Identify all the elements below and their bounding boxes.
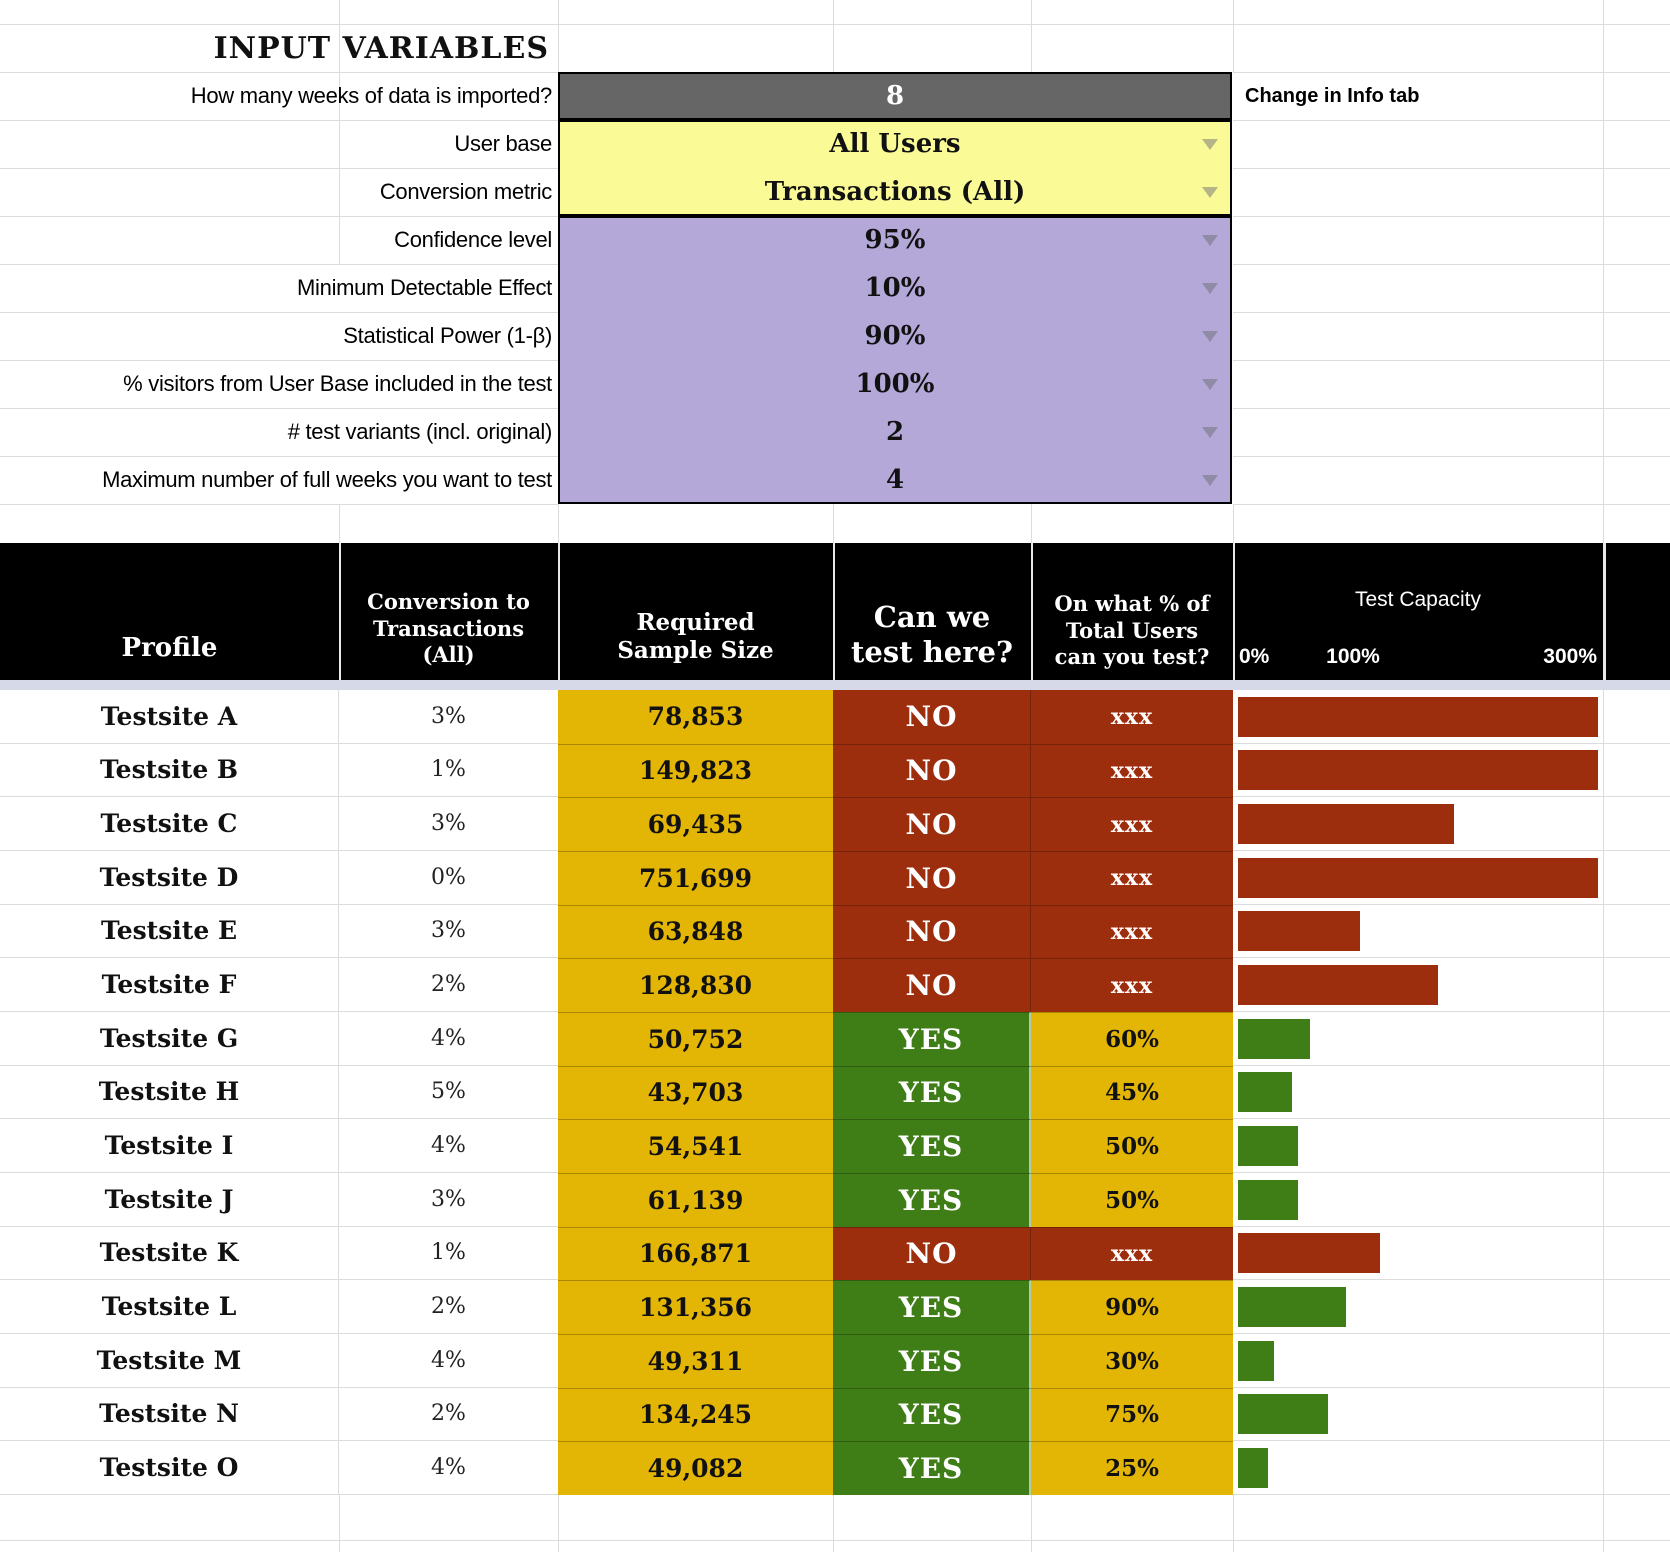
can-test-cell[interactable]: YES <box>833 1066 1031 1120</box>
input-value-dropdown[interactable]: Transactions (All) <box>764 177 1026 207</box>
pct-users-cell[interactable]: 50% <box>1031 1119 1233 1173</box>
capacity-cell <box>1233 1227 1670 1281</box>
col-header-required-sample: Required Sample Size <box>617 608 774 665</box>
input-value-dropdown[interactable]: All Users <box>829 129 961 159</box>
gridline <box>1031 504 1032 543</box>
input-label: Maximum number of full weeks you want to test <box>102 467 552 492</box>
gridline <box>1233 120 1670 121</box>
profile-cell[interactable]: Testsite J <box>0 1173 339 1227</box>
input-label: User base <box>454 131 552 156</box>
gridline <box>1233 216 1670 217</box>
gridline <box>558 0 559 72</box>
gridline <box>833 504 834 543</box>
profile-cell[interactable]: Testsite I <box>0 1119 339 1173</box>
conversion-cell[interactable]: 4% <box>339 1334 558 1388</box>
capacity-cell <box>1233 1280 1670 1334</box>
input-variables-title: INPUT VARIABLES <box>213 30 549 66</box>
input-label: % visitors from User Base included in the test <box>123 371 552 396</box>
can-test-cell[interactable]: NO <box>833 797 1031 851</box>
pct-users-cell[interactable]: xxx <box>1031 690 1233 744</box>
input-value-dropdown[interactable]: 4 <box>885 465 905 495</box>
gridline <box>339 504 340 543</box>
can-test-cell[interactable]: NO <box>833 851 1031 905</box>
gridline <box>0 504 558 505</box>
col-header-can-test: Can we test here? <box>851 600 1013 670</box>
gridline <box>1031 1495 1032 1552</box>
conversion-cell[interactable]: 3% <box>339 797 558 851</box>
capacity-bar <box>1238 1180 1298 1220</box>
can-test-cell[interactable]: YES <box>833 1280 1031 1334</box>
change-note: Change in Info tab <box>1245 84 1420 107</box>
profile-cell[interactable]: Testsite D <box>0 851 339 905</box>
capacity-bar <box>1238 1394 1328 1434</box>
pct-users-cell[interactable]: 25% <box>1031 1441 1233 1495</box>
profile-cell[interactable]: Testsite L <box>0 1280 339 1334</box>
input-label: Minimum Detectable Effect <box>297 275 552 300</box>
capacity-cell <box>1233 744 1670 798</box>
capacity-cell <box>1233 1012 1670 1066</box>
input-value-dropdown[interactable]: 2 <box>885 417 905 447</box>
header-divider-strip <box>0 680 1670 690</box>
capacity-cell <box>1233 958 1670 1012</box>
capacity-cell <box>1233 690 1670 744</box>
can-test-cell[interactable]: YES <box>833 1012 1031 1066</box>
can-test-cell[interactable]: YES <box>833 1173 1031 1227</box>
sample-size-cell[interactable]: 54,541 <box>558 1119 833 1173</box>
capacity-bar <box>1238 1233 1380 1273</box>
conversion-cell[interactable]: 0% <box>339 851 558 905</box>
gridline <box>1233 168 1670 169</box>
conversion-cell[interactable]: 2% <box>339 958 558 1012</box>
pct-users-cell[interactable]: xxx <box>1031 905 1233 959</box>
input-value-cell[interactable]: 8 <box>885 81 905 111</box>
sample-size-cell[interactable]: 43,703 <box>558 1066 833 1120</box>
col-header-test-capacity: Test Capacity <box>1354 588 1482 611</box>
sample-size-cell[interactable]: 49,311 <box>558 1334 833 1388</box>
capacity-bar <box>1238 1448 1268 1488</box>
conversion-cell[interactable]: 1% <box>339 744 558 798</box>
profile-cell[interactable]: Testsite C <box>0 797 339 851</box>
sample-size-cell[interactable]: 63,848 <box>558 905 833 959</box>
sample-size-cell[interactable]: 69,435 <box>558 797 833 851</box>
capacity-bar <box>1238 750 1598 790</box>
input-label: Conversion metric <box>379 179 552 204</box>
gridline <box>1233 1495 1234 1552</box>
gridline <box>1233 0 1234 72</box>
capacity-scale-100: 100% <box>1326 645 1380 668</box>
capacity-cell <box>1233 1441 1670 1495</box>
conversion-cell[interactable]: 3% <box>339 905 558 959</box>
profile-cell[interactable]: Testsite O <box>0 1441 339 1495</box>
pct-users-cell[interactable]: 90% <box>1031 1280 1233 1334</box>
capacity-bar <box>1238 1126 1298 1166</box>
can-test-cell[interactable]: YES <box>833 1334 1031 1388</box>
header-divider <box>1603 543 1606 680</box>
profile-cell[interactable]: Testsite E <box>0 905 339 959</box>
pct-users-cell[interactable]: 50% <box>1031 1173 1233 1227</box>
gridline <box>833 0 834 72</box>
dropdown-arrow-icon[interactable] <box>1202 475 1218 486</box>
sample-size-cell[interactable]: 49,082 <box>558 1441 833 1495</box>
sample-size-cell[interactable]: 166,871 <box>558 1227 833 1281</box>
sample-size-cell[interactable]: 131,356 <box>558 1280 833 1334</box>
dropdown-arrow-icon[interactable] <box>1202 379 1218 390</box>
capacity-scale-0: 0% <box>1239 645 1270 668</box>
conversion-cell[interactable]: 4% <box>339 1119 558 1173</box>
gridline <box>558 1495 559 1552</box>
sample-size-cell[interactable]: 50,752 <box>558 1012 833 1066</box>
table-header-empty-cell <box>1606 543 1670 680</box>
pct-users-cell[interactable]: 30% <box>1031 1334 1233 1388</box>
gridline <box>1233 264 1670 265</box>
capacity-bar <box>1238 1287 1346 1327</box>
capacity-bar <box>1238 858 1598 898</box>
profile-cell[interactable]: Testsite K <box>0 1227 339 1281</box>
capacity-bar <box>1238 965 1438 1005</box>
dropdown-arrow-icon[interactable] <box>1202 139 1218 150</box>
sample-size-cell[interactable]: 78,853 <box>558 690 833 744</box>
capacity-bar <box>1238 697 1598 737</box>
pct-users-cell[interactable]: 45% <box>1031 1066 1233 1120</box>
pct-users-cell[interactable]: xxx <box>1031 958 1233 1012</box>
input-label: # test variants (incl. original) <box>287 419 552 444</box>
can-test-cell[interactable]: YES <box>833 1119 1031 1173</box>
can-test-cell[interactable]: NO <box>833 958 1031 1012</box>
capacity-scale-300: 300% <box>1543 645 1597 668</box>
capacity-cell <box>1233 1173 1670 1227</box>
sample-size-cell[interactable]: 128,830 <box>558 958 833 1012</box>
profile-cell[interactable]: Testsite A <box>0 690 339 744</box>
sample-size-cell[interactable]: 134,245 <box>558 1388 833 1442</box>
pct-users-cell[interactable]: xxx <box>1031 851 1233 905</box>
conversion-cell[interactable]: 1% <box>339 1227 558 1281</box>
sample-size-cell[interactable]: 61,139 <box>558 1173 833 1227</box>
conversion-cell[interactable]: 2% <box>339 1280 558 1334</box>
input-value-dropdown[interactable]: 100% <box>855 369 935 399</box>
profile-cell[interactable]: Testsite G <box>0 1012 339 1066</box>
dropdown-arrow-icon[interactable] <box>1202 283 1218 294</box>
dropdown-arrow-icon[interactable] <box>1202 427 1218 438</box>
capacity-cell <box>1233 1066 1670 1120</box>
input-value-dropdown[interactable]: 10% <box>864 273 926 303</box>
gridline <box>339 1495 340 1552</box>
can-test-cell[interactable]: YES <box>833 1388 1031 1442</box>
conversion-cell[interactable]: 3% <box>339 690 558 744</box>
col-header-profile: Profile <box>121 632 218 663</box>
capacity-cell <box>1233 797 1670 851</box>
gridline <box>1603 0 1604 543</box>
capacity-cell <box>1233 905 1670 959</box>
input-value-dropdown[interactable]: 90% <box>864 321 926 351</box>
col-header-conversion: Conversion to Transactions (All) <box>367 589 530 667</box>
capacity-bar <box>1238 911 1360 951</box>
gridline <box>1233 504 1234 543</box>
capacity-bar <box>1238 1019 1310 1059</box>
profile-cell[interactable]: Testsite N <box>0 1388 339 1442</box>
dropdown-arrow-icon[interactable] <box>1202 235 1218 246</box>
dropdown-arrow-icon[interactable] <box>1202 187 1218 198</box>
gridline <box>1233 360 1670 361</box>
conversion-cell[interactable]: 3% <box>339 1173 558 1227</box>
pct-users-cell[interactable]: xxx <box>1031 1227 1233 1281</box>
capacity-cell <box>1233 1119 1670 1173</box>
can-test-cell[interactable]: NO <box>833 744 1031 798</box>
pct-users-cell[interactable]: 75% <box>1031 1388 1233 1442</box>
conversion-cell[interactable]: 5% <box>339 1066 558 1120</box>
pct-users-cell[interactable]: xxx <box>1031 797 1233 851</box>
pct-users-cell[interactable]: xxx <box>1031 744 1233 798</box>
can-test-cell[interactable]: NO <box>833 690 1031 744</box>
capacity-bar <box>1238 804 1454 844</box>
gridline <box>1233 504 1670 505</box>
capacity-bar <box>1238 1072 1292 1112</box>
capacity-cell <box>1233 1388 1670 1442</box>
conversion-cell[interactable]: 2% <box>339 1388 558 1442</box>
conversion-cell[interactable]: 4% <box>339 1012 558 1066</box>
col-header-pct-users: On what % of Total Users can you test? <box>1054 591 1210 669</box>
capacity-bar <box>1238 1341 1274 1381</box>
profile-cell[interactable]: Testsite F <box>0 958 339 1012</box>
capacity-cell <box>1233 851 1670 905</box>
sample-size-cell[interactable]: 149,823 <box>558 744 833 798</box>
sample-size-cell[interactable]: 751,699 <box>558 851 833 905</box>
input-label: How many weeks of data is imported? <box>190 83 552 108</box>
dropdown-arrow-icon[interactable] <box>1202 331 1218 342</box>
input-label: Statistical Power (1-β) <box>343 323 552 348</box>
profile-cell[interactable]: Testsite B <box>0 744 339 798</box>
profile-cell[interactable]: Testsite H <box>0 1066 339 1120</box>
can-test-cell[interactable]: YES <box>833 1441 1031 1495</box>
pct-users-cell[interactable]: 60% <box>1031 1012 1233 1066</box>
capacity-cell <box>1233 1334 1670 1388</box>
gridline <box>0 1540 1670 1541</box>
gridline <box>558 504 559 543</box>
gridline <box>833 1495 834 1552</box>
can-test-cell[interactable]: NO <box>833 1227 1031 1281</box>
input-value-dropdown[interactable]: 95% <box>864 225 926 255</box>
gridline <box>1233 456 1670 457</box>
profile-cell[interactable]: Testsite M <box>0 1334 339 1388</box>
gridline <box>1233 408 1670 409</box>
can-test-cell[interactable]: NO <box>833 905 1031 959</box>
conversion-cell[interactable]: 4% <box>339 1441 558 1495</box>
gridline <box>1233 312 1670 313</box>
input-label: Confidence level <box>394 227 552 252</box>
gridline <box>1031 0 1032 72</box>
